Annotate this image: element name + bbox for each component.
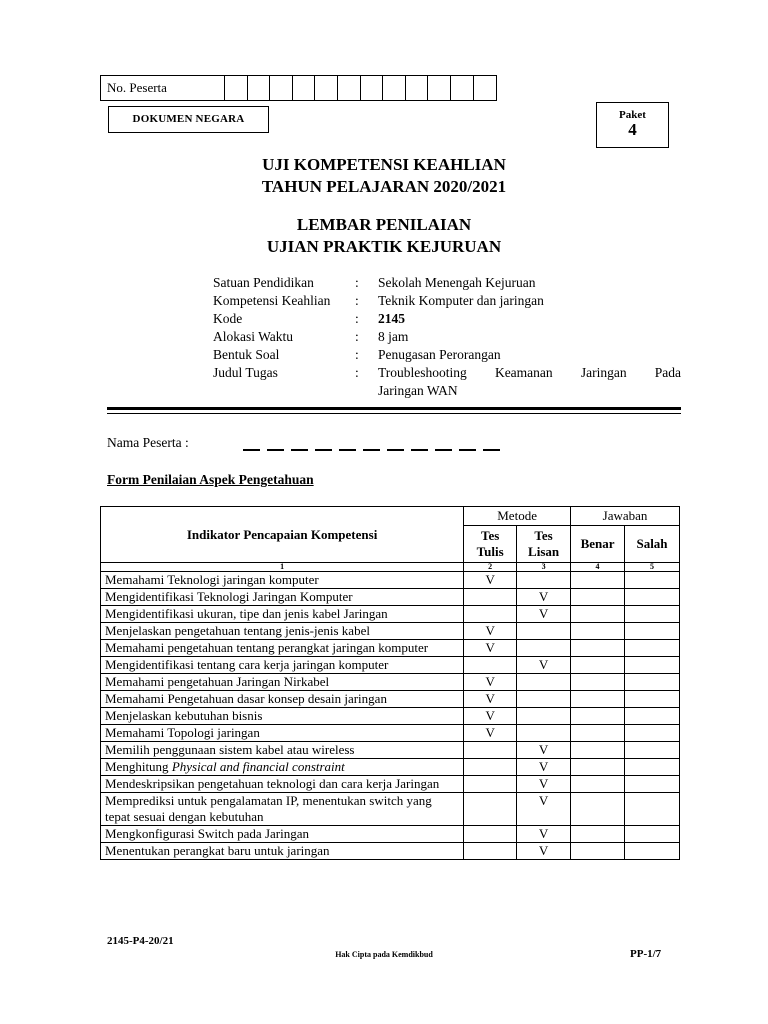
answer-benar-cell: [571, 674, 625, 691]
indikator-text: Memahami Teknologi jaringan komputer: [101, 572, 464, 589]
meta-key: Kode: [213, 311, 243, 326]
indikator-text: Mengidentifikasi tentang cara kerja jaringan komputer: [101, 657, 464, 674]
check-tulis: [464, 759, 517, 776]
header-tes-tulis: Tes Tulis: [464, 526, 517, 563]
check-tulis: [464, 742, 517, 759]
indikator-text: Mendeskripsikan pengetahuan teknologi dan cara kerja Jaringan: [101, 776, 464, 793]
answer-benar-cell: [571, 572, 625, 589]
no-peserta-cell: [248, 76, 271, 100]
meta-colon: :: [355, 275, 359, 290]
check-lisan: [517, 725, 571, 742]
check-lisan: V: [517, 759, 571, 776]
check-tulis: [464, 606, 517, 623]
no-peserta-cell: [315, 76, 338, 100]
indikator-text: Memahami pengetahuan tentang perangkat jaringan komputer: [101, 640, 464, 657]
col-number: 2: [464, 563, 517, 572]
dokumen-negara-label: DOKUMEN NEGARA: [108, 106, 269, 133]
check-tulis: [464, 843, 517, 860]
answer-salah-cell: [625, 691, 680, 708]
meta-key: Bentuk Soal: [213, 347, 280, 362]
document-meta: [213, 274, 681, 400]
check-tulis: [464, 826, 517, 843]
check-lisan: [517, 674, 571, 691]
indikator-text: Memahami Pengetahuan dasar konsep desain jaringan: [101, 691, 464, 708]
answer-benar-cell: [571, 843, 625, 860]
table-row: [101, 708, 680, 725]
table-row: [101, 572, 680, 589]
answer-benar-cell: [571, 606, 625, 623]
check-lisan: V: [517, 793, 571, 826]
answer-benar-cell: [571, 589, 625, 606]
paket-number: 4: [628, 120, 637, 139]
table-row: [101, 826, 680, 843]
nama-peserta-label: Nama Peserta :: [107, 435, 189, 450]
no-peserta-cell: [406, 76, 429, 100]
answer-salah-cell: [625, 776, 680, 793]
check-tulis: [464, 776, 517, 793]
meta-row: [213, 346, 681, 364]
check-tulis: V: [464, 708, 517, 725]
answer-benar-cell: [571, 725, 625, 742]
col-number: 4: [571, 563, 625, 572]
col-number: 3: [517, 563, 571, 572]
no-peserta-cell: [383, 76, 406, 100]
paket-label: Paket: [619, 109, 646, 121]
meta-key: Kompetensi Keahlian: [213, 293, 331, 308]
answer-salah-cell: [625, 606, 680, 623]
indikator-text: Mengkonfigurasi Switch pada Jaringan: [101, 826, 464, 843]
table-row: [101, 843, 680, 860]
indikator-text: Memahami Topologi jaringan: [101, 725, 464, 742]
table-row: [101, 657, 680, 674]
header-tes-lisan: Tes Lisan: [517, 526, 571, 563]
title-line-1: UJI KOMPETENSI KEAHLIAN: [262, 155, 506, 174]
col-number: 1: [101, 563, 464, 572]
no-peserta-cell: [474, 76, 497, 100]
no-peserta-cell: [293, 76, 316, 100]
indikator-text: Memilih penggunaan sistem kabel atau wireless: [101, 742, 464, 759]
meta-colon: :: [355, 347, 359, 362]
check-lisan: [517, 623, 571, 640]
footer-copyright: Hak Cipta pada Kemdikbud: [335, 950, 433, 959]
table-row: [101, 589, 680, 606]
check-lisan: V: [517, 742, 571, 759]
indikator-text: Menjelaskan kebutuhan bisnis: [101, 708, 464, 725]
no-peserta-cell: [270, 76, 293, 100]
divider-thick: [107, 407, 681, 410]
answer-benar-cell: [571, 708, 625, 725]
meta-row: [213, 328, 681, 346]
check-tulis: [464, 793, 517, 826]
check-lisan: [517, 640, 571, 657]
footer-code: 2145-P4-20/21: [107, 935, 174, 947]
answer-salah-cell: [625, 640, 680, 657]
answer-salah-cell: [625, 623, 680, 640]
answer-salah-cell: [625, 674, 680, 691]
answer-benar-cell: [571, 759, 625, 776]
meta-colon: :: [355, 293, 359, 308]
check-tulis: V: [464, 640, 517, 657]
check-lisan: [517, 708, 571, 725]
check-lisan: V: [517, 589, 571, 606]
meta-value: Jaringan WAN: [378, 383, 458, 398]
check-tulis: V: [464, 674, 517, 691]
check-lisan: V: [517, 776, 571, 793]
indikator-text: Mengidentifikasi Teknologi Jaringan Komputer: [101, 589, 464, 606]
meta-key: Satuan Pendidikan: [213, 275, 314, 290]
answer-salah-cell: [625, 708, 680, 725]
header-jawaban: Jawaban: [571, 507, 680, 526]
header-indikator: Indikator Pencapaian Kompetensi: [101, 507, 464, 563]
title-line-3: LEMBAR PENILAIAN: [296, 215, 472, 234]
answer-benar-cell: [571, 826, 625, 843]
indikator-text: Menjelaskan pengetahuan tentang jenis-jenis kabel: [101, 623, 464, 640]
meta-row: [213, 292, 681, 310]
table-row: [101, 776, 680, 793]
indikator-text: Memprediksi untuk pengalamatan IP, menentukan switch yang tepat sesuai dengan kebutuhan: [101, 793, 464, 826]
table-row: [101, 759, 680, 776]
table-row: [101, 793, 680, 826]
meta-value: Sekolah Menengah Kejuruan: [378, 275, 536, 290]
check-tulis: [464, 589, 517, 606]
check-lisan: V: [517, 657, 571, 674]
meta-value: Teknik Komputer dan jaringan: [378, 293, 544, 308]
check-lisan: V: [517, 843, 571, 860]
answer-salah-cell: [625, 759, 680, 776]
answer-benar-cell: [571, 657, 625, 674]
indikator-text: Mengidentifikasi ukuran, tipe dan jenis kabel Jaringan: [101, 606, 464, 623]
header-benar: Benar: [571, 526, 625, 563]
meta-colon: :: [355, 329, 359, 344]
answer-salah-cell: [625, 843, 680, 860]
assessment-table: [100, 506, 680, 860]
no-peserta-cell: [225, 76, 248, 100]
answer-salah-cell: [625, 657, 680, 674]
title-line-4: UJIAN PRAKTIK KEJURUAN: [266, 237, 502, 256]
meta-colon: :: [355, 365, 359, 380]
answer-salah-cell: [625, 725, 680, 742]
answer-benar-cell: [571, 623, 625, 640]
answer-benar-cell: [571, 742, 625, 759]
meta-colon: :: [355, 311, 359, 326]
answer-benar-cell: [571, 640, 625, 657]
meta-row: [213, 364, 681, 382]
no-peserta-box: [100, 75, 497, 101]
table-row: [101, 725, 680, 742]
check-tulis: V: [464, 623, 517, 640]
meta-row: [213, 274, 681, 292]
meta-row: [213, 310, 681, 328]
answer-benar-cell: [571, 691, 625, 708]
table-row: [101, 674, 680, 691]
answer-salah-cell: [625, 742, 680, 759]
check-tulis: V: [464, 691, 517, 708]
answer-benar-cell: [571, 776, 625, 793]
check-lisan: V: [517, 606, 571, 623]
indikator-text: Menghitung Physical and financial constraint: [101, 759, 464, 776]
meta-value: Penugasan Perorangan: [378, 347, 501, 362]
answer-salah-cell: [625, 572, 680, 589]
paket-box: [596, 102, 669, 148]
meta-row-continuation: [213, 382, 681, 400]
no-peserta-cell: [428, 76, 451, 100]
table-row: [101, 742, 680, 759]
no-peserta-cell: [361, 76, 384, 100]
table-row: [101, 640, 680, 657]
check-tulis: [464, 657, 517, 674]
check-lisan: [517, 572, 571, 589]
table-row: [101, 606, 680, 623]
meta-value: 8 jam: [378, 329, 409, 344]
indikator-text: Memahami pengetahuan Jaringan Nirkabel: [101, 674, 464, 691]
check-tulis: V: [464, 725, 517, 742]
footer-page-number: PP-1/7: [630, 948, 662, 960]
answer-salah-cell: [625, 589, 680, 606]
col-number: 5: [625, 563, 680, 572]
answer-salah-cell: [625, 826, 680, 843]
header-salah: Salah: [625, 526, 680, 563]
meta-key: Judul Tugas: [213, 365, 278, 380]
answer-benar-cell: [571, 793, 625, 826]
meta-value: Troubleshooting Keamanan Jaringan Pada: [378, 365, 681, 380]
no-peserta-cell: [451, 76, 474, 100]
indikator-text: Menentukan perangkat baru untuk jaringan: [101, 843, 464, 860]
meta-value: 2145: [378, 311, 405, 326]
divider-thin: [107, 413, 681, 414]
check-tulis: V: [464, 572, 517, 589]
title-line-2: TAHUN PELAJARAN 2020/2021: [261, 177, 507, 196]
meta-key: Alokasi Waktu: [213, 329, 294, 344]
nama-peserta-blank: [243, 449, 500, 451]
form-title: Form Penilaian Aspek Pengetahuan: [107, 472, 314, 487]
check-lisan: V: [517, 826, 571, 843]
answer-salah-cell: [625, 793, 680, 826]
check-lisan: [517, 691, 571, 708]
table-row: [101, 691, 680, 708]
no-peserta-label: No. Peserta: [101, 76, 225, 100]
no-peserta-cell: [338, 76, 361, 100]
header-metode: Metode: [464, 507, 571, 526]
table-row: [101, 623, 680, 640]
